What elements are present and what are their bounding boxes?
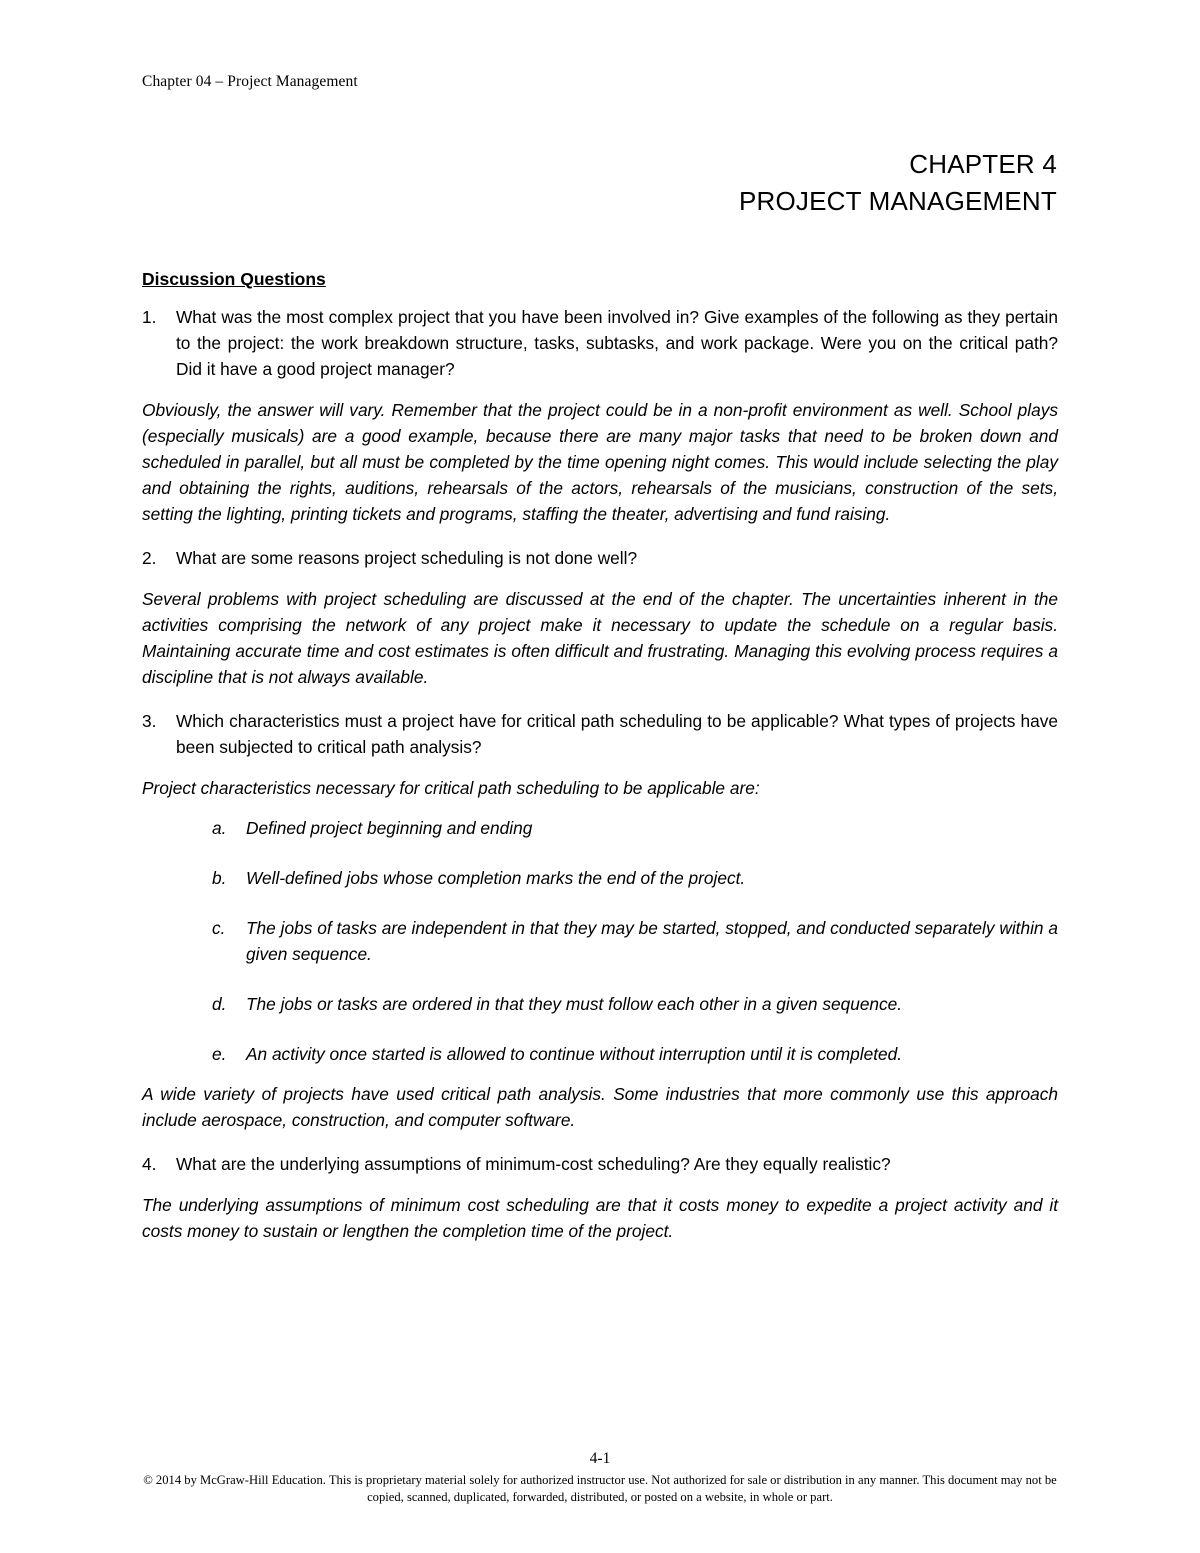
document-body	[142, 266, 1058, 1258]
question-2	[142, 545, 1058, 571]
list-item-letter: a.	[212, 818, 227, 838]
list-item-letter: d.	[212, 994, 227, 1014]
answer-3-intro: Project characteristics necessary for critical path scheduling to be applicable are:	[142, 778, 760, 798]
question-text: What are some reasons project scheduling is not done well?	[176, 548, 638, 568]
question-number: 4.	[142, 1154, 157, 1174]
list-item-text: The jobs or tasks are ordered in that they must follow each other in a given sequence.	[246, 994, 903, 1014]
page-footer	[142, 1449, 1058, 1506]
answer-4: The underlying assumptions of minimum cost scheduling are that it costs money to expedite a project activity and it costs money to sustain or lengthen the completion time of the project.	[142, 1195, 1058, 1241]
running-header: Chapter 04 – Project Management	[142, 73, 358, 90]
list-item	[142, 915, 1058, 967]
question-4	[142, 1151, 1058, 1177]
chapter-title	[739, 146, 1057, 220]
copyright-notice: © 2014 by McGraw-Hill Education. This is proprietary material solely for authorized instructor use. Not authorized for sale or distribution in any manner. This document may not be copied, scanned, duplicated, forwarded, distributed, or posted on a website, in whole or part.	[143, 1473, 1057, 1504]
answer-3-outro: A wide variety of projects have used critical path analysis. Some industries that more commonly use this approach include aerospace, construction, and computer software.	[142, 1084, 1058, 1130]
question-number: 3.	[142, 711, 157, 731]
answer-1: Obviously, the answer will vary. Remember that the project could be in a non-profit environment as well. School plays (especially musicals) are a good example, because there are many major tasks that need to be broken down and scheduled in parallel, but all must be completed by the time opening night comes. This would include selecting the play and obtaining the rights, auditions, rehearsals of the actors, rehearsals of the musicians, construction of the sets, setting the lighting, printing tickets and programs, staffing the theater, advertising and fund raising.	[142, 400, 1058, 524]
chapter-number: CHAPTER 4	[909, 149, 1057, 179]
list-item-text: Defined project beginning and ending	[246, 818, 533, 838]
chapter-name: PROJECT MANAGEMENT	[738, 186, 1057, 216]
list-item-text: An activity once started is allowed to continue without interruption until it is completed.	[246, 1044, 903, 1064]
question-text: What are the underlying assumptions of minimum-cost scheduling? Are they equally realistic?	[176, 1154, 891, 1174]
question-text: What was the most complex project that you have been involved in? Give examples of the following as they pertain to the project: the work breakdown structure, tasks, subtasks, and work package. Were you on the critical path? Did it have a good project manager?	[176, 307, 1058, 379]
list-item-letter: b.	[212, 868, 227, 888]
list-item-letter: c.	[212, 918, 226, 938]
question-1	[142, 304, 1058, 382]
page-number: 4-1	[589, 1450, 611, 1467]
list-item	[142, 991, 1058, 1017]
list-item	[142, 815, 1058, 841]
question-number: 1.	[142, 307, 157, 327]
characteristics-list	[142, 815, 1058, 1067]
list-item-letter: e.	[212, 1044, 227, 1064]
list-item	[142, 1041, 1058, 1067]
list-item-text: Well-defined jobs whose completion marks the end of the project.	[246, 868, 746, 888]
question-3	[142, 708, 1058, 760]
list-item	[142, 865, 1058, 891]
question-text: Which characteristics must a project have for critical path scheduling to be applicable? What types of projects have been subjected to critical path analysis?	[176, 711, 1058, 757]
question-number: 2.	[142, 548, 157, 568]
list-item-text: The jobs of tasks are independent in that they may be started, stopped, and conducted separately within a given sequence.	[246, 918, 1058, 964]
answer-2: Several problems with project scheduling are discussed at the end of the chapter. The uncertainties inherent in the activities comprising the network of any project make it necessary to update the schedule on a regular basis. Maintaining accurate time and cost estimates is often difficult and frustrating. Managing this evolving process requires a discipline that is not always available.	[142, 589, 1058, 687]
section-heading: Discussion Questions	[142, 269, 326, 289]
